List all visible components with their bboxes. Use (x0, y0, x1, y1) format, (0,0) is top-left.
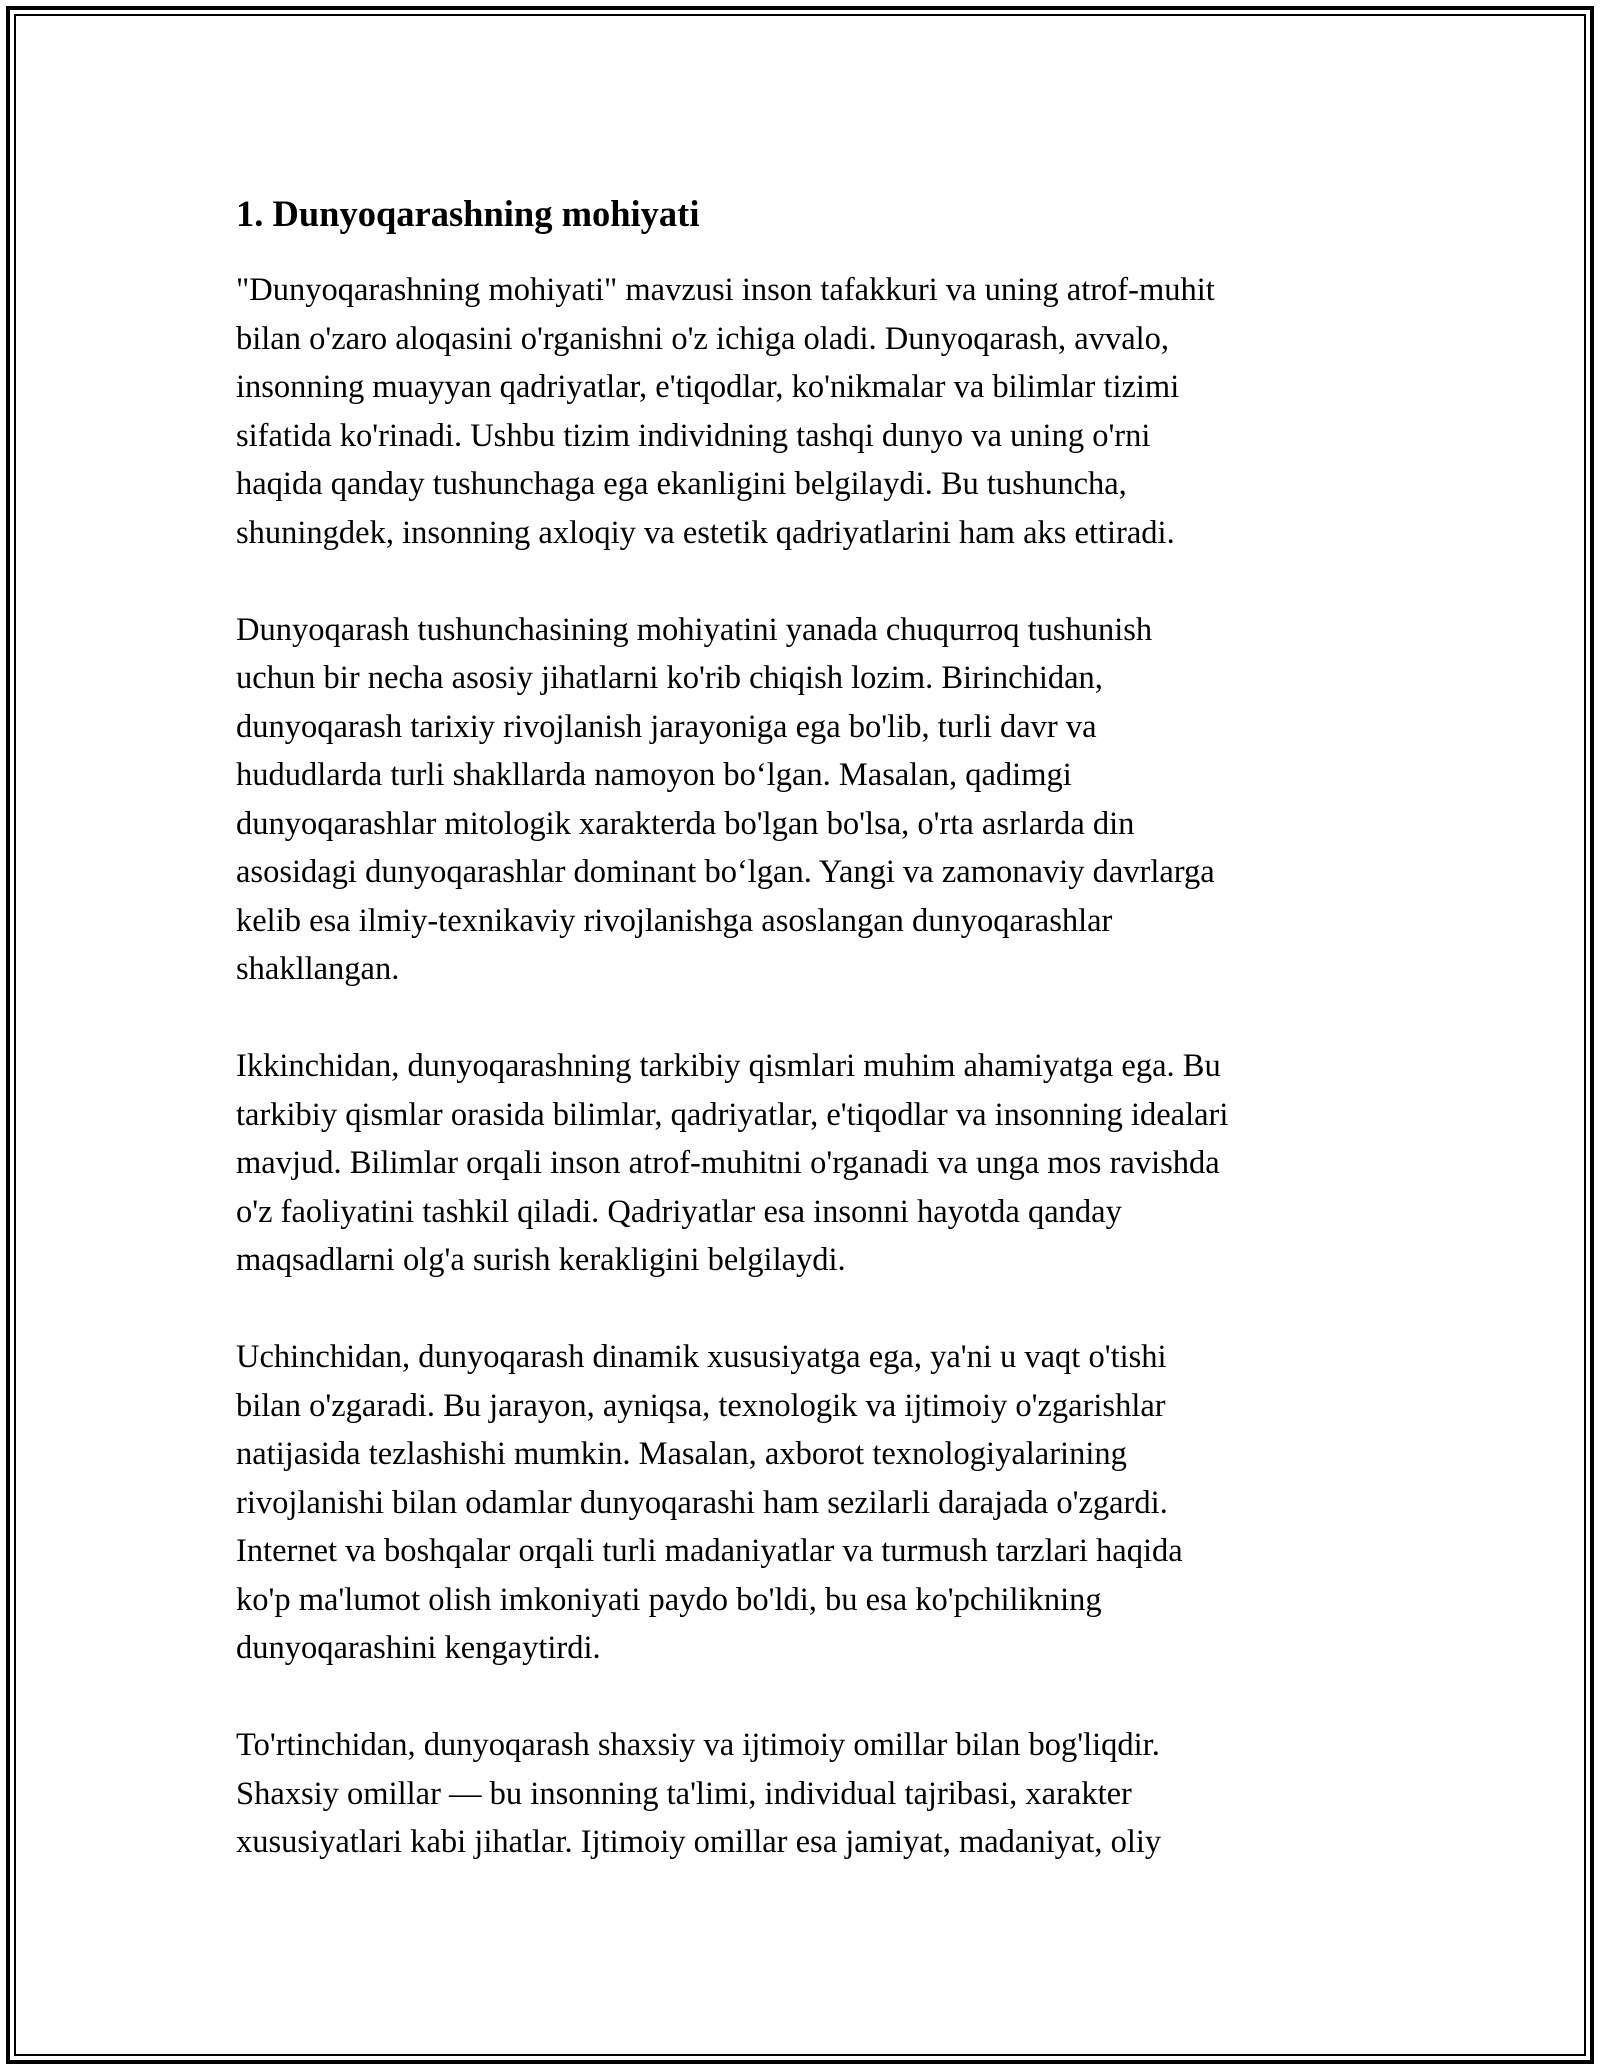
text-line: o'z faoliyatini tashkil qiladi. Qadriyatlar esa insonni hayotda qanday (236, 1193, 1122, 1230)
text-line: mavjud. Bilimlar orqali inson atrof-muhitni o'rganadi va unga mos ravishda (236, 1145, 1220, 1181)
text-line: bilan o'zaro aloqasini o'rganishni o'z ichiga oladi. Dunyoqarash, avvalo, (236, 320, 1170, 357)
text-line: dunyoqarash tarixiy rivojlanish jarayoniga ega bo'lib, turli davr va (236, 708, 1097, 745)
text-line: Ikkinchidan, dunyoqarashning tarkibiy qismlari muhim ahamiyatga ega. Bu (236, 1048, 1221, 1084)
text-line: Dunyoqarash tushunchasining mohiyatini yanada chuqurroq tushunish (236, 611, 1153, 648)
paragraph-4 (236, 1333, 1376, 1673)
paragraph-3 (236, 1042, 1376, 1285)
text-line: To'rtinchidan, dunyoqarash shaxsiy va ijtimoiy omillar bilan bog'liqdir. (236, 1727, 1160, 1763)
paragraph-2 (236, 606, 1376, 994)
text-line: uchun bir necha asosiy jihatlarni ko'rib chiqish lozim. Birinchidan, (236, 660, 1103, 696)
text-line: sifatida ko'rinadi. Ushbu tizim individning tashqi dunyo va uning o'rni (236, 417, 1151, 454)
text-line: asosidagi dunyoqarashlar dominant bo‘lgan. Yangi va zamonaviy davrlarga (236, 854, 1215, 890)
text-line: xususiyatlari kabi jihatlar. Ijtimoiy omillar esa jamiyat, madaniyat, oliy (236, 1824, 1162, 1860)
text-line: tarkibiy qismlar orasida bilimlar, qadriyatlar, e'tiqodlar va insonning idealari (236, 1096, 1229, 1133)
text-line: dunyoqarashlar mitologik xarakterda bo'lgan bo'lsa, o'rta asrlarda din (236, 805, 1135, 842)
paragraph-1 (236, 266, 1376, 557)
text-line: Uchinchidan, dunyoqarash dinamik xususiyatga ega, ya'ni u vaqt o'tishi (236, 1339, 1167, 1375)
section-heading: 1. Dunyoqarashning mohiyati (236, 193, 700, 234)
text-line: kelib esa ilmiy-texnikaviy rivojlanishga asoslangan dunyoqarashlar (236, 902, 1113, 939)
text-line: rivojlanishi bilan odamlar dunyoqarashi ham sezilarli darajada o'zgardi. (236, 1484, 1168, 1521)
text-line: natijasida tezlashishi mumkin. Masalan, axborot texnologiyalarining (236, 1436, 1127, 1472)
paragraph-5 (236, 1721, 1376, 1867)
text-line: shakllangan. (236, 951, 400, 987)
text-line: ko'p ma'lumot olish imkoniyati paydo bo'ldi, bu esa ko'pchilikning (236, 1581, 1102, 1618)
text-line: haqida qanday tushunchaga ega ekanligini belgilaydi. Bu tushuncha, (236, 466, 1127, 502)
text-line: shuningdek, insonning axloqiy va estetik qadriyatlarini ham aks ettiradi. (236, 514, 1175, 551)
document-body (236, 190, 1376, 1915)
text-line: maqsadlarni olg'a surish kerakligini belgilaydi. (236, 1242, 846, 1278)
text-line: bilan o'zgaradi. Bu jarayon, ayniqsa, texnologik va ijtimoiy o'zgarishlar (236, 1387, 1166, 1424)
text-line: Internet va boshqalar orqali turli madaniyatlar va turmush tarzlari haqida (236, 1533, 1183, 1569)
text-line: Shaxsiy omillar — bu insonning ta'limi, individual tajribasi, xarakter (236, 1775, 1132, 1812)
text-line: "Dunyoqarashning mohiyati" mavzusi inson tafakkuri va uning atrof-muhit (236, 272, 1215, 308)
text-line: insonning muayyan qadriyatlar, e'tiqodlar, ko'nikmalar va bilimlar tizimi (236, 369, 1180, 405)
text-line: hududlarda turli shakllarda namoyon bo‘lgan. Masalan, qadimgi (236, 757, 1072, 793)
text-line: dunyoqarashini kengaytirdi. (236, 1630, 601, 1666)
